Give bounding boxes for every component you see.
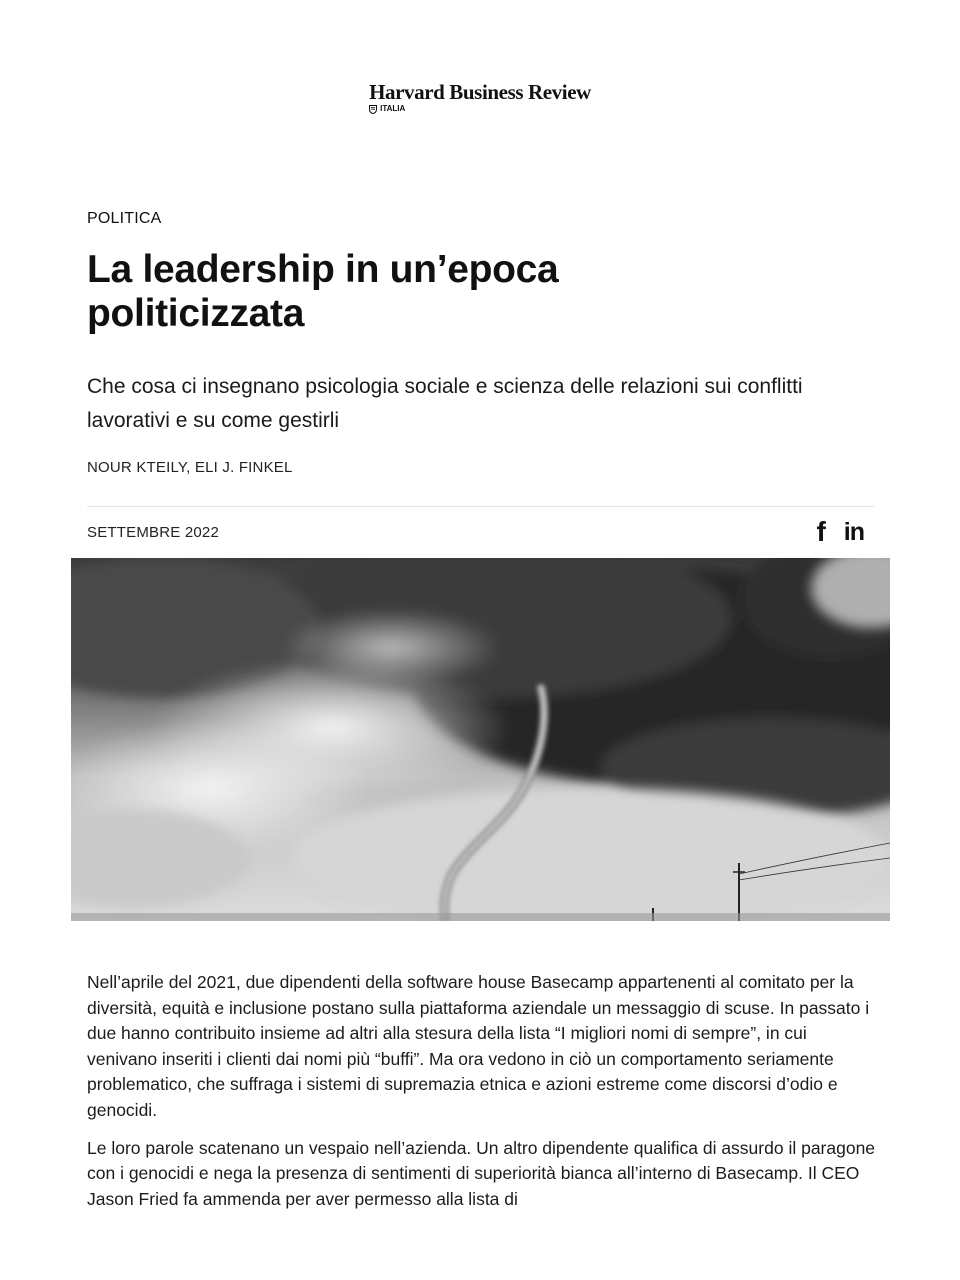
hbr-logo[interactable] <box>369 80 591 114</box>
facebook-icon[interactable]: f <box>816 516 826 547</box>
article-paragraph: Nell’aprile del 2021, due dipendenti della software house Basecamp appartenenti al comitato per la diversità, equità e inclusione postano sulla piattaforma aziendale un messaggio di scuse. In passato i due hanno contribuito insieme ad altri alla stesura della lista “I migliori nomi di sempre”, in cui venivano inseriti i clienti dai nomi più “buffi”. Ma ora vedono in ciò un comportamento seriamente problematico, che suffraga i sistemi di supremazia etnica e azioni estreme come discorsi d’odio e genocidi. <box>87 972 870 1120</box>
harvard-shield-icon <box>369 105 377 114</box>
linkedin-icon[interactable]: in <box>843 517 864 546</box>
article-category[interactable]: POLITICA <box>87 210 162 227</box>
article-authors[interactable]: NOUR KTEILY, ELI J. FINKEL <box>87 459 293 476</box>
share-buttons <box>816 518 864 546</box>
tornado-storm-photo <box>71 558 890 921</box>
divider <box>87 506 874 507</box>
masthead <box>0 80 960 114</box>
date-share-row <box>87 518 874 546</box>
article-title: La leadership in un’epoca politicizzata <box>87 248 559 335</box>
article-paragraph: Le loro parole scatenano un vespaio nell’azienda. Un altro dipendente qualifica di assurdo il paragone con i genocidi e nega la presenza di sentimenti di superiorità bianca all’interno di Basecamp. Il CEO Jason Fried fa ammenda per aver permesso alla lista di <box>87 1137 876 1209</box>
article-subtitle: Che cosa ci insegnano psicologia sociale e scienza delle relazioni sui conflitti lavorativi e su come gestirli <box>87 375 803 432</box>
article-date: SETTEMBRE 2022 <box>87 523 220 541</box>
logo-name: Harvard Business Review <box>369 80 591 104</box>
logo-edition-label: ITALIA <box>380 104 406 113</box>
logo-edition <box>369 104 591 114</box>
article-body <box>87 970 877 1224</box>
hero-image <box>71 558 890 921</box>
